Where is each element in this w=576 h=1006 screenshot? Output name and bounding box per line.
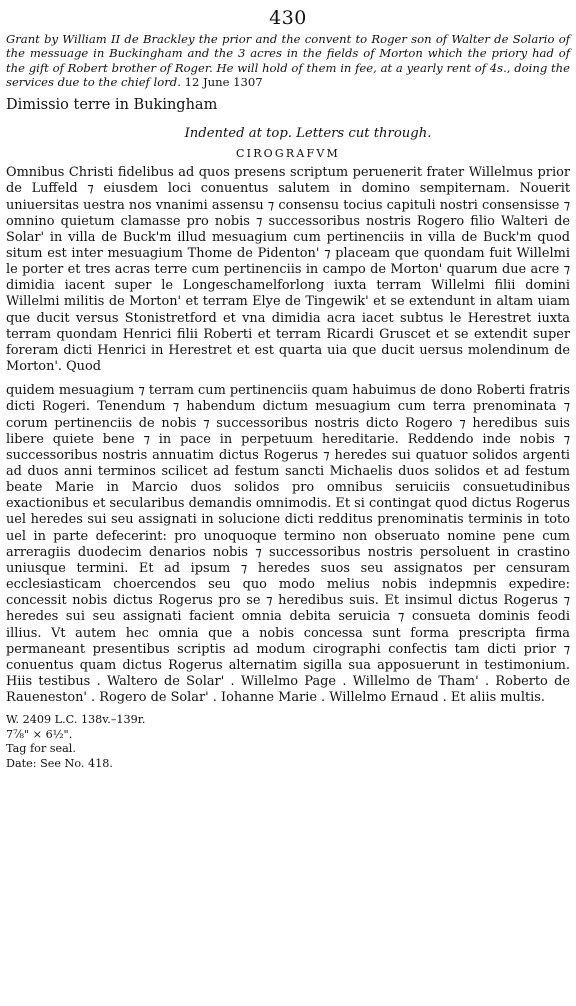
date-note: Date: See No. 418.	[6, 756, 113, 770]
charter-summary	[6, 32, 570, 89]
charter-text-paragraph-1: Omnibus Christi fidelibus ad quos presens scriptum peruenerit frater Willelmus prior de Luffeld ⁊ eiusdem loci conuentus salutem in domino sempiternam. Nouerit uniuersitas uestra nos vnanimi assensu ⁊ consensu tocius capituli nostri consensisse ⁊ omnino quietum clamasse pro nobis ⁊ successoribus nostris Rogero filio Walteri de Solar' in villa de Buck'm illud mesuagium cum pertinenciis in villa de Buck'm quod situm est inter mesuagium Thome de Pidenton' ⁊ placeam que quondam fuit Willelmi le porter et tres acras terre cum pertinenciis in campo de Morton' quarum due acre ⁊ dimidia iacent super le Longeschamelforlong iuxta terram Willelmi filii domini Willelmi militis de Morton' et terram Elye de Tingewik' et se extendunt in altam uiam que ducit versus Stonistretford et vna dimidia acra iacet subtus le Herestret iuxta terram quondam Henrici filii Roberti et terram Ricardi Gruscet et se extendit super foreram dicti Henrici in Herestret et est quarta uia que ducit uersus molendinum de Morton'. Quod	[6, 165, 570, 375]
reference-note: W. 2409 L.C. 138v.–139r.	[6, 713, 146, 727]
indenture-note: Indented at top. Letters cut through.	[184, 126, 432, 142]
cirographum-heading: CIROGRAFVM	[236, 147, 340, 161]
document-title: Dimissio terre in Bukingham	[6, 97, 218, 114]
summary-text: Grant by William II de Brackley the prior and the convent to Roger son of Walter de Solario of the messuage in Buckingham and the 3 acres in the fields of Morton which the priory had of the gift of Robert brother of Roger. He will hold of them in fee, at a yearly rent of 4s., doing the services due to the chief lord.	[6, 32, 570, 89]
page-number: 430	[269, 7, 307, 29]
summary-date: 12 June 1307	[184, 74, 263, 89]
charter-text-paragraph-2: quidem mesuagium ⁊ terram cum pertinenciis quam habuimus de dono Roberti fratris dicti Rogeri. Tenendum ⁊ habendum dictum mesuagium cum terra prenominata ⁊ corum pertinenciis de nobis ⁊ successoribus nostris dicto Rogero ⁊ heredibus suis libere quiete bene ⁊ in pace in perpetuum hereditarie. Reddendo inde nobis ⁊ successoribus nostris annuatim dictus Rogerus ⁊ heredes sui quatuor solidos argenti ad duos anni terminos scilicet ad festum sancti Michaelis duos solidos et ad festum beate Marie in Marcio duos solidos pro omnibus seruiciis consuetudinibus exactionibus et secularibus demandis omnimodis. Et si contingat quod dictus Rogerus uel heredes sui seu assignati in solucione dicti redditus prenominatis terminis in toto uel in parte defecerint: pro unoquoque termino non obseruato nomine pene cum arreragiis duodecim denarios nobis ⁊ successoribus nostris persoluent in crastino uniusque termini. Et ad ipsum ⁊ heredes suos seu assignatos per censuram ecclesiasticam choercendos seu quo modo melius nobis indepmnis expedire: concessit nobis dictus Rogerus pro se ⁊ heredibus suis. Et insimul dictus Rogerus ⁊ heredes sui seu assignati facient omnia debita seruicia ⁊ consueta dominis feodi illius. Vt autem hec omnia que a nobis concessa sunt forma prescripta firma permaneant presentibus scriptis ad modum cirographi confectis tam dicti prior ⁊ conuentus quam dictus Rogerus alternatim sigilla sua apposuerunt in testimonium. Hiis testibus . Waltero de Solar' . Willelmo Page . Willelmo de Tham' . Roberto de Raueneston' . Rogero de Solar' . Iohanne Marie . Willelmo Ernaud . Et aliis multis.	[6, 383, 570, 706]
seal-note: Tag for seal.	[6, 742, 76, 756]
size-note: 7⅞" × 6½".	[6, 727, 73, 741]
archival-notes	[6, 713, 570, 771]
